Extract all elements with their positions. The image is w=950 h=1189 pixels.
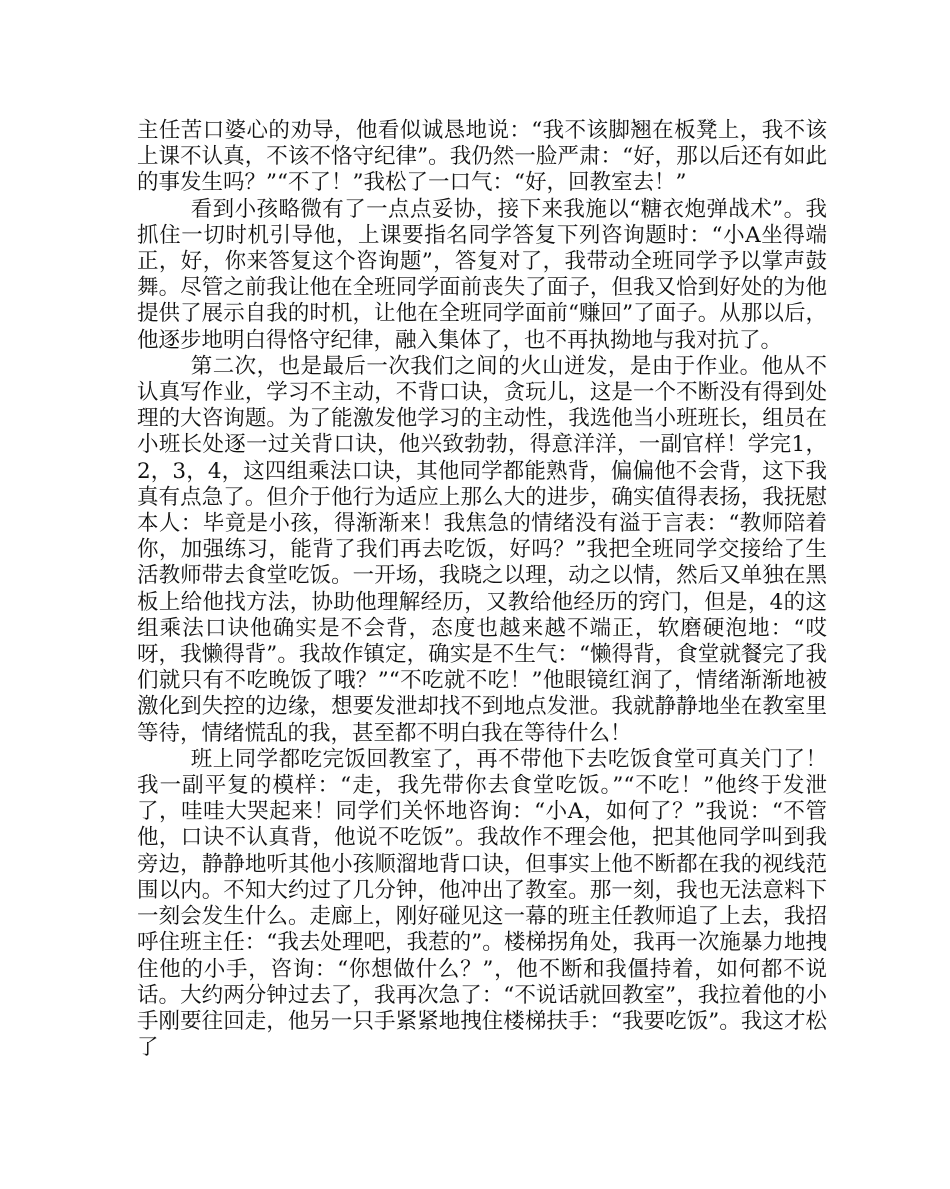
paragraph-2: 看到小孩略微有了一点点妥协，接下来我施以“糖衣炮弹战术”。我抓住一切时机引导他，上课要指名同学答复下列咨询题时：“小A坐得端正，好，你来答复这个咨询题”，答复对了，我带动全班同学予以掌声鼓舞。尽管之前我让他在全班同学面前丧失了面子，但我又恰到好处的为他提供了展示自我的时机，让他在全班同学面前“赚回”了面子。从那以后，他逐步地明白得恪守纪律，融入集体了，也不再执拗地与我对抗了。 — [137, 196, 827, 353]
paragraph-3: 第二次，也是最后一次我们之间的火山迸发，是由于作业。他从不认真写作业，学习不主动，不背口诀，贪玩儿，这是一个不断没有得到处理的大咨询题。为了能激发他学习的主动性，我选他当小班班长，组员在小班长处逐一过关背口诀，他兴致勃勃，得意洋洋，一副官样！学完1，2，3，4，这四组乘法口诀，其他同学都能熟背，偏偏他不会背，这下我真有点急了。但介于他行为适应上那么大的进步，确实值得表扬，我抚慰本人：毕竟是小孩，得渐渐来！我焦急的情绪没有溢于言表：“教师陪着你，加强练习，能背了我们再去吃饭，好吗？”我把全班同学交接给了生活教师带去食堂吃饭。一开场，我晓之以理，动之以情，然后又单独在黑板上给他找方法，协助他理解经历，又教给他经历的窍门，但是，4的这组乘法口诀他确实是不会背，态度也越来越不端正，软磨硬泡地：“哎呀，我懒得背”。我故作镇定，确实是不生气：“懒得背，食堂就餐完了我们就只有不吃晚饭了哦？”“不吃就不吃！”他眼镜红润了，情绪渐渐地被激化到失控的边缘，想要发泄却找不到地点发泄。我就静静地坐在教室里等待，情绪慌乱的我，甚至都不明白我在等待什么！ — [137, 353, 827, 746]
paragraph-1: 主任苦口婆心的劝导，他看似诚恳地说：“我不该脚翘在板凳上，我不该上课不认真，不该不恪守纪律”。我仍然一脸严肃：“好，那以后还有如此的事发生吗？”“不了！”我松了一口气：“好，回教室去！” — [137, 118, 827, 196]
paragraph-4: 班上同学都吃完饭回教室了，再不带他下去吃饭食堂可真关门了！我一副平复的模样：“走，我先带你去食堂吃饭。”“不吃！”他终于发泄了，哇哇大哭起来！同学们关怀地咨询：“小A，如何了？”我说：“不管他，口诀不认真背，他说不吃饭”。我故作不理会他，把其他同学叫到我旁边，静静地听其他小孩顺溜地背口诀，但事实上他不断都在我的视线范围以内。不知大约过了几分钟，他冲出了教室。那一刻，我也无法意料下一刻会发生什么。走廊上，刚好碰见这一幕的班主任教师追了上去，我招呼住班主任：“我去处理吧，我惹的”。楼梯拐角处，我再一次施暴力地拽住他的小手，咨询：“你想做什么？”，他不断和我僵持着，如何都不说话。大约两分钟过去了，我再次急了：“不说话就回教室”，我拉着他的小手刚要往回走，他另一只手紧紧地拽住楼梯扶手：“我要吃饭”。我这才松了 — [137, 746, 827, 1061]
document-body — [137, 118, 827, 1061]
